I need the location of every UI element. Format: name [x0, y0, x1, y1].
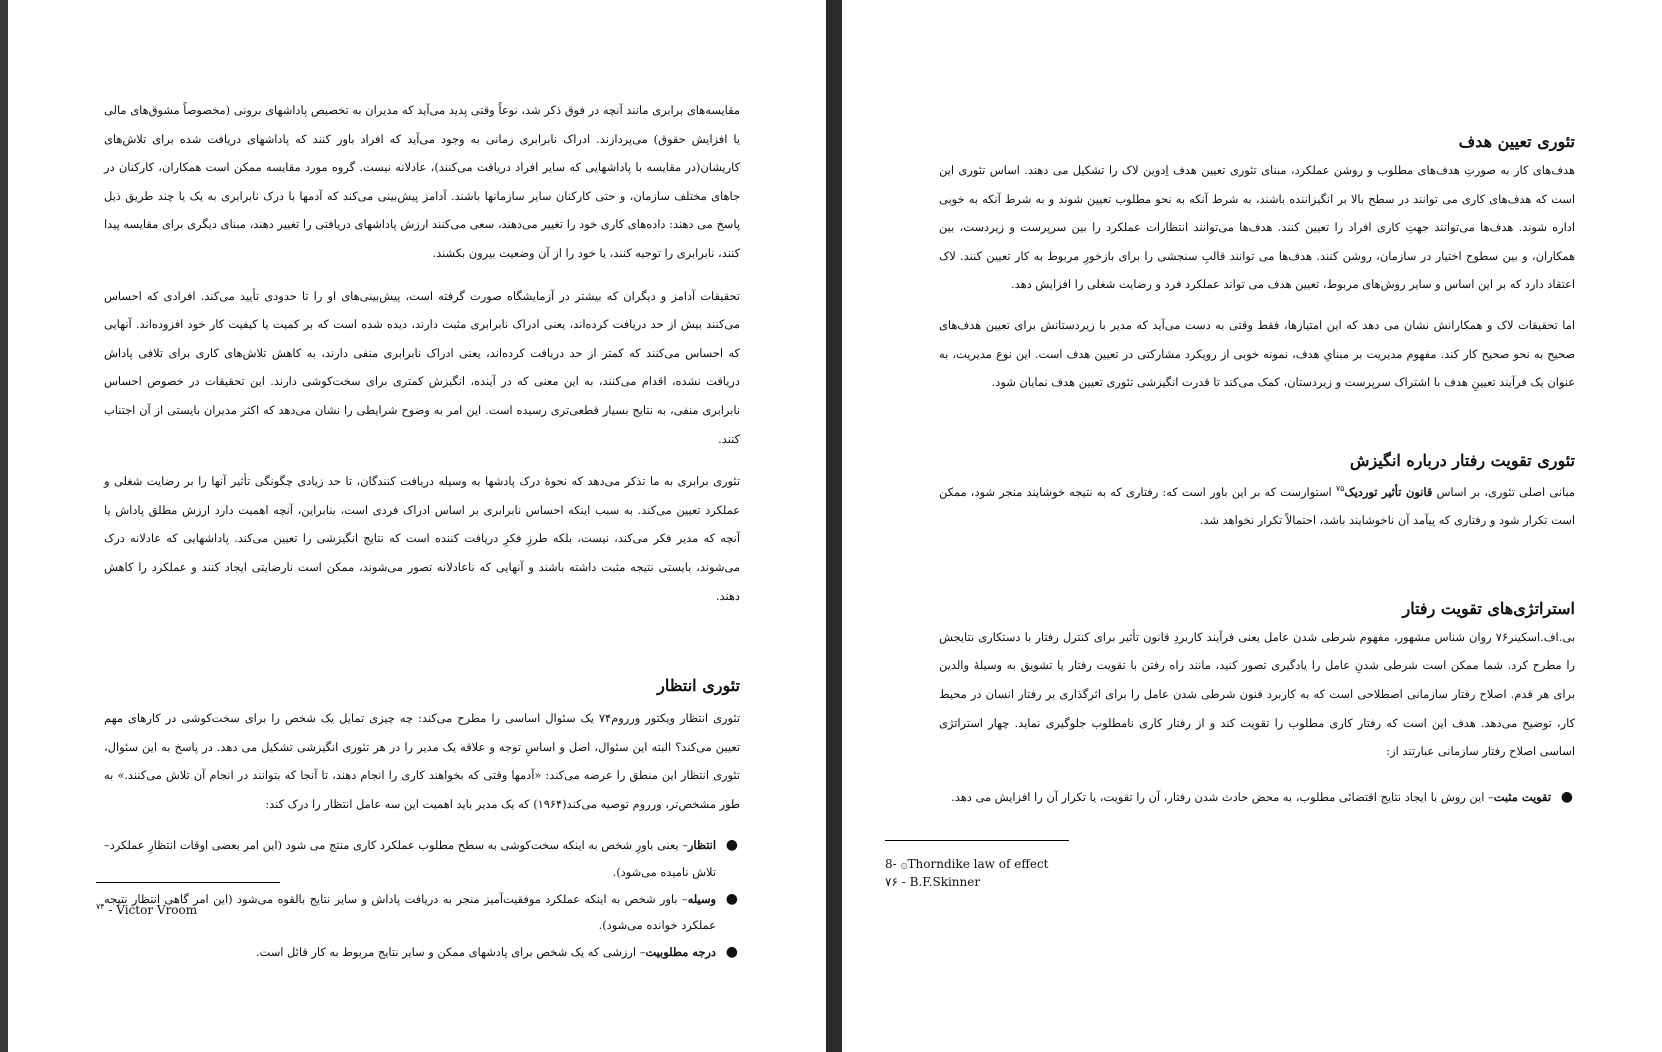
paragraph-thorndike: [939, 475, 1575, 535]
bullet-icon: ●: [725, 890, 738, 907]
footnote-vroom: [96, 898, 197, 919]
expectancy-factors-list: [104, 832, 740, 965]
bullet-text: – ارزشی که یک شخص برای پادشهای ممکن و سایر نتایج مربوط به کار قائل است.: [255, 944, 646, 959]
left-page: [8, 0, 826, 1052]
paragraph-locke-research: اما تحقیقات لاک و همکارانش نشان می دهد که این امتیازها، فقط وقتی به دست می‌آید که مدیر با زیردستانش برای تعیین هدف‌های صحیح به نحو صحیح کار کند. مفهوم مدیریت بر مبنایِ هدف، نمونه خوبی از رویکرد مشارکتی در تعیین هدف است. این نوع مدیریت، به عنوان یک فرآیند تعیینِ هدف با اشتراک سرپرست و زیردستان، کمک می‌کند تا قدرت انگیزشی تئوری تعیین هدف نمایان شود.: [939, 317, 1575, 390]
paragraph-expectancy-intro: تئوری انتظار ویکتور ورروم۷۴ یک سئوال اساسی را مطرح می‌کند: چه چیزی تمایل یک شخص را برای سخت‌کوشی در کارهای مهم تعیین می‌کند؟ البته این سئوال، اصل و اساسِ توجه و علاقه یک مدیر را در هر تئوری انگیزشی تشکیل می دهد. در پاسخ به این سئوال، تئوری انتظار این منطق را عرضه می‌کند: «آدمها وقتی که بخواهند کاری را انجام دهند، تا آنجا که بتوانند در انجام آن تلاش می‌کنند.» به طور مشخص‌تر، ورروم توصیه می‌کند(۱۹۶۴) که یک مدیر باید اهمیت این سه عامل انتظار را درک کند:: [104, 711, 740, 811]
paragraph-equity-comparisons: مقایسه‌های برابری مانند آنچه در فوق ذکر شد، نوعاً وقتی پدید می‌آید که مدیران به تخصیص پاداشهای برونی (مخصوصاً مشوق‌های مالی یا افزایش حقوق) می‌پردازند. ادراک نابرابری زمانی به وجود می‌آید که افراد باور کنند که پاداشهای دریافت شده برای تلاش‌های کاریشان(در مقایسه با پاداشهایی که سایر افراد دریافت می‌کنند)، عادلانه نیست. گروه مورد مقایسه ممکن است همکاران، کارکنان در جاهای مختلف سازمان، و حتی کارکنان سایر سازمانها باشند. آدامز پیش‌بینی می‌کند که آدمها با درک نابرابری به یک یا چند طریق ذیل پاسخ می دهند: داده‌های کاری خود را تغییر می‌دهند، سعی می‌کنند ارزش پاداشهای دریافتی را تغییر دهند، مبنای دیگری برای مقایسه پیدا کنند، نابرابری را توجیه کنند، یا خود را از آن وضعیت بیرون بکشند.: [104, 103, 740, 260]
bullet-term: تقویت مثبت: [1493, 789, 1551, 804]
footnote-separator: [96, 882, 280, 883]
paragraph-equity-summary: تئوری برابری به ما تذکر می‌دهد که نحوهٔ درک پادشها به وسیله دریافت کنندگان، تا حد زیادی چگونگی تأثیر آنها را بر رضایت شغلی و عملکرد تعیین می‌کند. به سبب اینکه احساس نابرابری بر اساس ادراک فردی است، بنابراین، آنچه اهمیت دارد ارزش مطلق پاداش یا آنچه که مدیر فکر می‌کند، نیست، بلکه طرزِ فکرِ دریافت کننده است که نتایج انگیزشی را تعیین می‌کند. پاداشهایی که عادلانه درک می‌شوند، بایستی نتیجه مثبت داشته باشند و آنهایی که ناعادلانه تصور می‌شوند، ممکن است نارضایتی ایجاد کنند و عملکرد را کاهش دهند.: [104, 474, 740, 603]
list-item: [104, 939, 738, 966]
left-column: [104, 96, 740, 965]
list-item: [939, 784, 1573, 811]
bullet-icon: ●: [725, 837, 738, 854]
bullet-term: انتظار: [687, 838, 716, 853]
footnote-text: - Victor Vroom: [108, 903, 198, 917]
footnote-separator: [885, 840, 1069, 841]
heading-goal-setting-theory: تئوری تعیین هدف: [1458, 132, 1575, 151]
paragraph-adams-research: تحقیقات آدامز و دیگران که بیشتر در آزمایشگاه صورت گرفته است، پیش‌بینی‌های او را تا حدودی تأیید می‌کند. افرادی که احساس می‌کنند بیش از حد دریافت کرده‌اند، یعنی ادراک نابرابری مثبت دارند، دیده شده است که بر کمیت یا کیفیت کار خود افزوده‌اند. آنهایی که احساس می‌کنند که کمتر از حد دریافت کرده‌اند، یعنی ادراک نابرابری منفی دارند، به کاهش تلاش‌های کاری برای تلافی پاداش دریافت نشده، اقدام می‌کنند، به این معنی که در آینده، انگیزش کمتری برای سخت‌کوشی دارند. این تحقیقات در خصوص احساس نابرابری منفی، به نتایج بسیار قطعی‌تری رسیده است. این امر به وضوح شرایطی را نشان می‌دهد که اکثر مدیران بایستی از آن اجتناب کنند.: [104, 288, 740, 446]
right-column: [939, 130, 1575, 810]
bullet-text: – این روش با ایجاد نتایج اقتضائی مطلوب، به محض حادث شدن رفتار، آن را تقویت، یا تکرار آن را افزایش می دهد.: [951, 789, 1494, 804]
heading-reinforcement-strategies: استراتژی‌های تقویت رفتار: [1402, 598, 1575, 618]
footnote-thorndike: 8- ۞Thorndike law of effect: [885, 857, 1049, 871]
heading-expectancy-theory: تئوری انتظار: [657, 676, 740, 696]
bullet-text: – باور شخص به اینکه عملکرد موفقیت‌آمیز منجر به دریافت پاداش و سایر نتایج بالقوه می‌شود (این امر گاهی انتظار نتیجه عملکرد خوانده می‌شود).: [104, 891, 716, 933]
bullet-icon: ●: [725, 943, 738, 960]
footnote-number: ۷۴: [96, 902, 105, 911]
text-fragment: مبانی اصلی تئوری، بر اساس: [1432, 484, 1575, 499]
footnote-ref: ۷۵: [1335, 483, 1345, 493]
footnote-skinner: ۷۶ - B.F.Skinner: [885, 875, 981, 889]
text-fragment: استوارست که بر این باور است که: رفتاری که به نتیجه خوشایند منجر شود، ممکن است تکرار شود و رفتاری که پیآمد آن ناخوشایند باشد، احتمالاً تکرار نخواهد شد.: [939, 484, 1575, 528]
paragraph-goal-setting: هدف‌های کار به صورتِ هدف‌های مطلوب و روشن عملکرد، مبنای تئوری تعیین هدف اِدوین لاک را تشکیل می دهند. اساس تئوری این است که هدف‌های کاری می توانند در سطح بالا بر انگیزاننده باشند، به شرط آنکه به نحو مطلوب تعیین شوند و به شرط آنکه به خوبی اداره شوند. هدف‌ها می‌توانند جهتِ کاری افراد را تعیین کنند. هدف‌ها می‌توانند انتظارات عملکرد را بین سرپرست و زیردست، بین همکاران، و بین سطوح اختیار در سازمان، روشن کنند. هدف‌ها می توانند قالبِ سنجشی را برای بازخورِ مربوط به کار تعیین کنند. لاک اعتقاد دارد که بر این اساس و سایر روش‌های مربوط، تعیین هدف می تواند عملکرد فرد و رضایت شغلی را افزایش دهد.: [939, 163, 1575, 292]
right-page: [842, 0, 1662, 1052]
list-item: [104, 832, 738, 885]
heading-reinforcement-theory: تئوری تقویت رفتار درباره انگیزش: [1349, 450, 1575, 470]
law-of-effect-term: قانون تأثیر توردیک: [1344, 484, 1433, 499]
reinforcement-strategies-list: [939, 784, 1575, 811]
page-gutter: [826, 0, 842, 1052]
bullet-term: درجه مطلوبیت: [645, 944, 716, 959]
paragraph-skinner: بی.اف.اسکینر۷۶ روان شناس مشهور، مفهوم شرطی شدن عامل یعنی فرآیند کاربردِ قانون تأثیر برای کنترل رفتار با دستکاری نتایجش را مطرح کرد. شما ممکن است شرطی شدنِ عامل را یادگیری تصور کنید، مانند راه رفتن با تقویت رفتار یا تشویق به وسیلهٔ والدین برای هر قدم. اصلاح رفتار سازمانی اصطلاحی است که به کاربرد فنون شرطی شدن عامل را برای اثرگذاری بر رفتار انسان در محیط کار، توضیح می‌دهد. هدف این است که رفتار کاری مطلوب را تقویت کند و از رفتار کاری نامطلوب جلوگیری نماید. چهار استراتژی اساسی اصلاح رفتار سازمانی عبارتند از:: [939, 629, 1575, 759]
bullet-icon: ●: [1560, 788, 1573, 805]
bullet-text: – یعنی باورِ شخص به اینکه سخت‌کوشی به سطح مطلوب عملکرد کاری منتج می شود (این امر بعضی اوقات انتظارِ عملکرد– تلاش نامیده می‌شود).: [104, 838, 716, 880]
bullet-term: وسیله: [687, 891, 716, 906]
